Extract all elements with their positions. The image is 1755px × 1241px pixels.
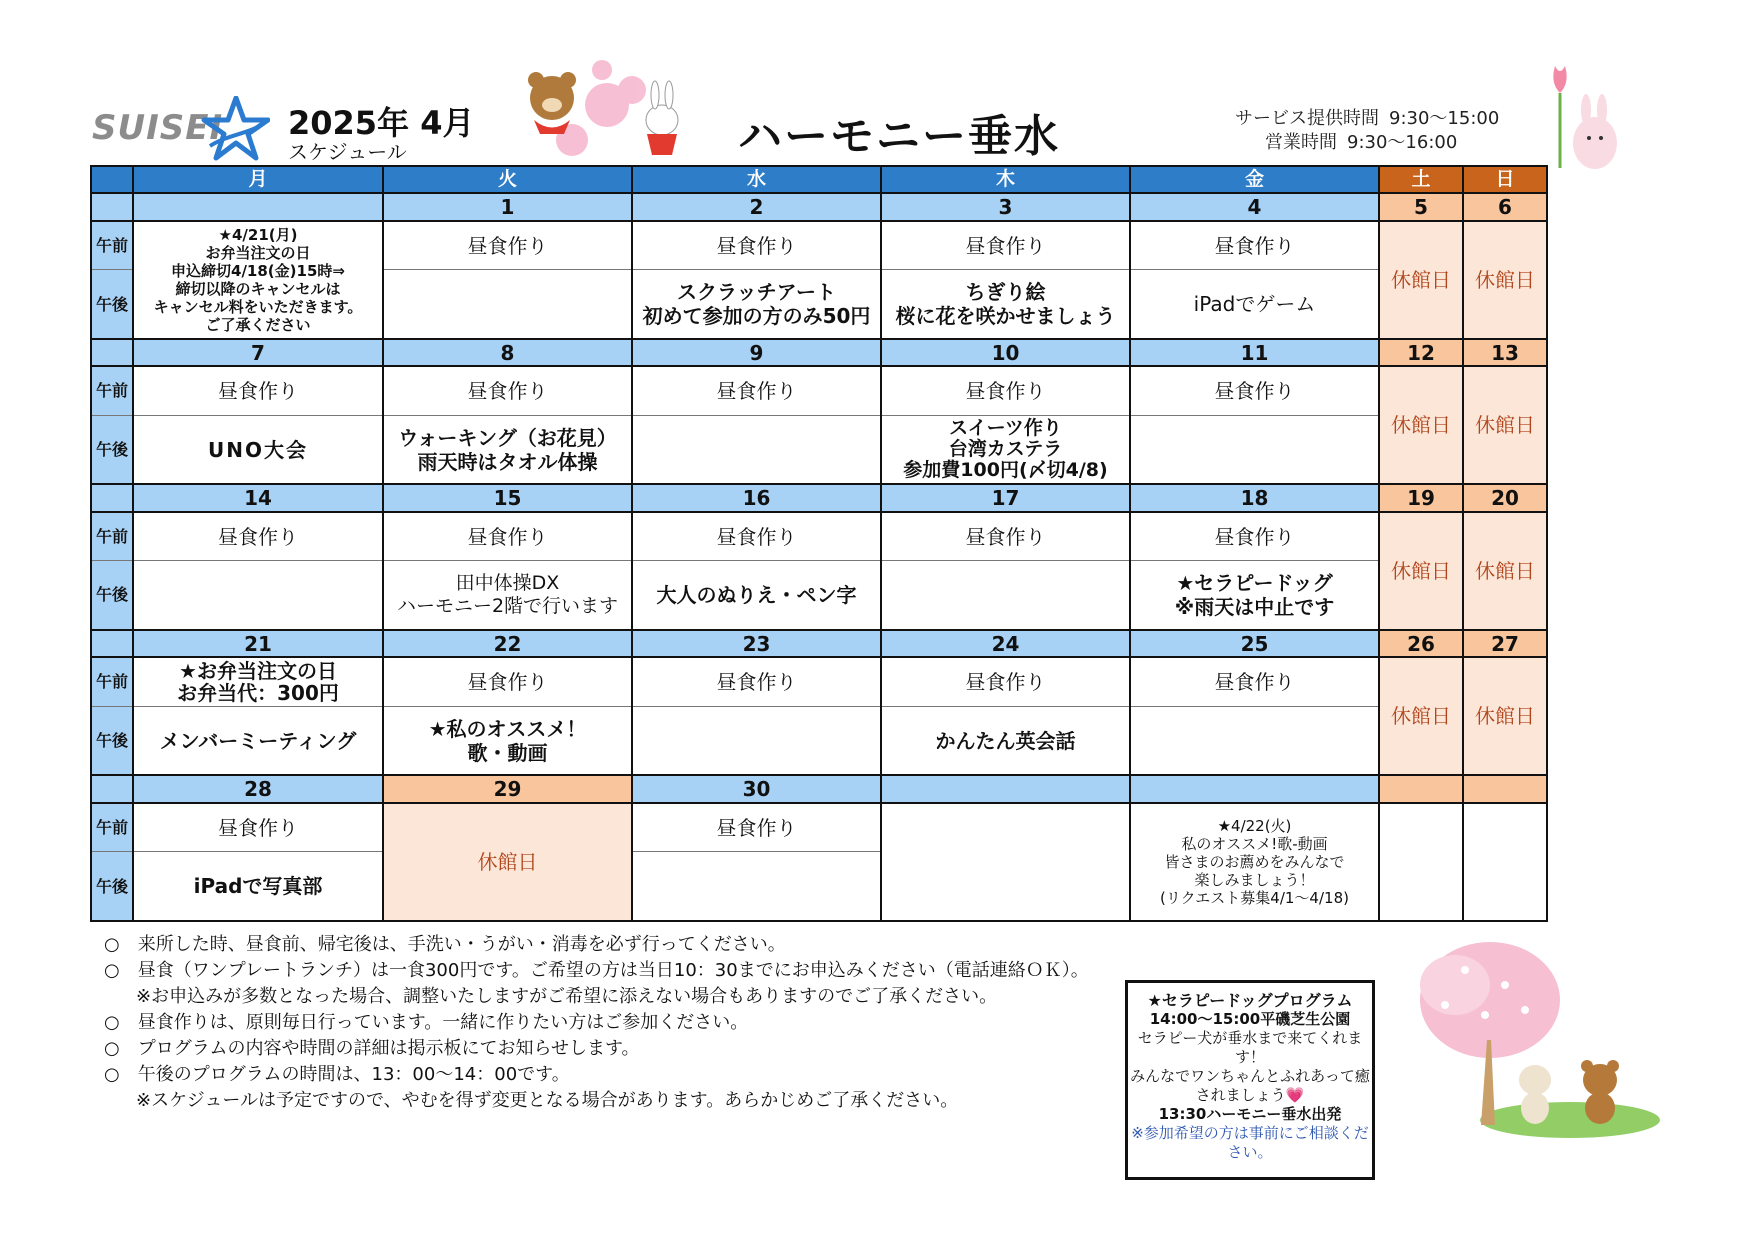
empty-cell — [881, 803, 1130, 921]
recommend-notice: ★4/22(火) 私のオススメ!歌-動画 皆さまのお薦めをみんなで 楽しみましょう！ (リクエスト募集4/1～4/18) — [1160, 816, 1349, 907]
activity-cell: 昼食作り — [632, 512, 881, 561]
sakura-tree-dogs-icon — [1395, 930, 1665, 1140]
pm-label: 午後 — [91, 706, 133, 775]
activity-cell: 大人のぬりえ・ペン字 — [632, 561, 881, 630]
activity-cell: ちぎり絵 桜に花を咲かせましょう — [881, 270, 1130, 339]
date-cell: 20 — [1463, 484, 1547, 511]
date-cell: 23 — [632, 630, 881, 657]
activity-cell — [383, 270, 632, 339]
date-cell: 2 — [632, 193, 881, 220]
activity-cell — [632, 415, 881, 484]
activity-cell: 昼食作り — [133, 366, 383, 415]
am-row — [91, 221, 1547, 270]
pm-label: 午後 — [91, 270, 133, 339]
date-cell: 9 — [632, 339, 881, 366]
activity-cell: 昼食作り — [632, 657, 881, 706]
pm-row — [91, 706, 1547, 775]
activity-cell: 昼食作り — [632, 366, 881, 415]
date-cell: 8 — [383, 339, 632, 366]
business-hours — [1265, 128, 1457, 154]
closed-cell: 休館日 — [1379, 657, 1463, 775]
closed-cell: 休館日 — [1379, 221, 1463, 339]
date-cell: 1 — [383, 193, 632, 220]
weekday-thu: 木 — [881, 166, 1130, 193]
date-row — [91, 775, 1547, 802]
date-cell: 27 — [1463, 630, 1547, 657]
date-cell: 5 — [1379, 193, 1463, 220]
activity-cell: ウォーキング（お花見） 雨天時はタオル体操 — [383, 415, 632, 484]
weekday-sat: 土 — [1379, 166, 1463, 193]
note-item: ※お申込みが多数となった場合、調整いたしますがご希望に添えない場合もありますのでご了承ください。 — [136, 986, 998, 1007]
date-cell: 14 — [133, 484, 383, 511]
business-hours-value: 9:30～16:00 — [1347, 132, 1458, 153]
date-cell: 22 — [383, 630, 632, 657]
activity-cell: 昼食作り — [383, 221, 632, 270]
date-cell: 29 — [383, 775, 632, 802]
weekday-header-row — [91, 166, 1547, 193]
pm-row — [91, 415, 1547, 484]
activity-cell: ★お弁当注文の日 お弁当代：300円 — [133, 657, 383, 706]
therapy-note: ※参加希望の方は事前にご相談ください。 — [1131, 1124, 1369, 1161]
activity-cell: かんたん英会話 — [881, 706, 1130, 775]
closed-cell: 休館日 — [383, 803, 632, 921]
empty-cell — [1379, 803, 1463, 921]
date-cell — [1463, 775, 1547, 802]
pm-label: 午後 — [91, 415, 133, 484]
tulip-rabbit-icon — [1540, 58, 1630, 188]
activity-cell: 昼食作り — [1130, 366, 1379, 415]
closed-cell: 休館日 — [1379, 366, 1463, 484]
activity-cell — [632, 852, 881, 921]
date-cell: 18 — [1130, 484, 1379, 511]
am-label: 午前 — [91, 366, 133, 415]
activity-cell — [881, 561, 1130, 630]
date-cell — [133, 193, 383, 220]
weekday-tue: 火 — [383, 166, 632, 193]
note-item: ○ 午後のプログラムの時間は、13：00～14：00です。 — [104, 1064, 570, 1085]
activity-cell: ★セラピードッグ ※雨天は中止です — [1130, 561, 1379, 630]
activity-cell: 昼食作り — [881, 366, 1130, 415]
date-cell: 3 — [881, 193, 1130, 220]
note-item: ○ 来所した時、昼食前、帰宅後は、手洗い・うがい・消毒を必ず行ってください。 — [104, 934, 786, 955]
facility-name: ハーモニー垂水 — [738, 111, 1060, 162]
am-label: 午前 — [91, 512, 133, 561]
am-row — [91, 657, 1547, 706]
service-hours-label: サービス提供時間 — [1235, 108, 1379, 129]
closed-cell: 休館日 — [1463, 512, 1547, 630]
pm-label: 午後 — [91, 561, 133, 630]
activity-cell: UNO大会 — [133, 415, 383, 484]
date-cell: 15 — [383, 484, 632, 511]
activity-cell: ★私のオススメ！ 歌・動画 — [383, 706, 632, 775]
fri-note-cell — [1130, 803, 1379, 921]
activity-cell: 昼食作り — [881, 657, 1130, 706]
activity-cell: iPadでゲーム — [1130, 270, 1379, 339]
weekday-wed: 水 — [632, 166, 881, 193]
note-item: ※スケジュールは予定ですので、やむを得ず変更となる場合があります。あらかじめご了承ください。 — [136, 1090, 959, 1111]
month-title: 2025年 4月 — [288, 104, 475, 142]
date-cell: 25 — [1130, 630, 1379, 657]
activity-cell: 田中体操DX ハーモニー2階で行います — [383, 561, 632, 630]
activity-cell: iPadで写真部 — [133, 852, 383, 921]
star-logo-icon — [200, 96, 270, 162]
bear-rabbit-sakura-icon — [512, 50, 702, 170]
closed-cell: 休館日 — [1463, 657, 1547, 775]
service-hours-value: 9:30～15:00 — [1389, 108, 1500, 129]
date-cell: 6 — [1463, 193, 1547, 220]
am-row — [91, 803, 1547, 852]
therapy-line1: セラピー犬が垂水まで来てくれます！ — [1137, 1029, 1363, 1066]
date-cell: 16 — [632, 484, 881, 511]
activity-cell: 昼食作り — [383, 657, 632, 706]
am-label: 午前 — [91, 803, 133, 852]
activity-cell: 昼食作り — [881, 512, 1130, 561]
activity-cell: 昼食作り — [632, 803, 881, 852]
activity-cell: 昼食作り — [1130, 512, 1379, 561]
mon-note-cell — [133, 221, 383, 339]
am-row — [91, 366, 1547, 415]
corner-cell — [91, 166, 133, 193]
note-item: ○ プログラムの内容や時間の詳細は掲示板にてお知らせします。 — [104, 1038, 640, 1059]
therapy-title: ★セラピードッグプログラム — [1147, 991, 1353, 1010]
activity-cell: メンバーミーティング — [133, 706, 383, 775]
therapy-line2: みんなでワンちゃんとふれあって癒されましょう💗 — [1130, 1067, 1370, 1104]
activity-cell — [133, 561, 383, 630]
activity-cell: 昼食作り — [383, 366, 632, 415]
pm-label: 午後 — [91, 852, 133, 921]
activity-cell: 昼食作り — [1130, 221, 1379, 270]
date-cell: 7 — [133, 339, 383, 366]
activity-cell: スクラッチアート 初めて参加の方のみ50円 — [632, 270, 881, 339]
date-cell: 24 — [881, 630, 1130, 657]
schedule-label: スケジュール — [288, 140, 407, 164]
weekday-sun: 日 — [1463, 166, 1547, 193]
notes-list — [104, 932, 1089, 1114]
date-cell: 21 — [133, 630, 383, 657]
date-row — [91, 193, 1547, 220]
am-label: 午前 — [91, 221, 133, 270]
weekday-mon: 月 — [133, 166, 383, 193]
activity-cell — [632, 706, 881, 775]
date-cell — [881, 775, 1130, 802]
empty-cell — [1463, 803, 1547, 921]
closed-cell: 休館日 — [1379, 512, 1463, 630]
date-cell: 17 — [881, 484, 1130, 511]
therapy-time-place: 14:00～15:00平磯芝生公園 — [1149, 1010, 1351, 1028]
activity-cell: 昼食作り — [133, 512, 383, 561]
activity-cell: 昼食作り — [383, 512, 632, 561]
pm-row — [91, 561, 1547, 630]
date-cell: 13 — [1463, 339, 1547, 366]
date-cell — [1130, 775, 1379, 802]
mon-note-text — [134, 226, 382, 334]
note-item: ○ 昼食作りは、原則毎日行っています。一緒に作りたい方はご参加ください。 — [104, 1012, 749, 1033]
date-row — [91, 484, 1547, 511]
activity-cell: 昼食作り — [133, 803, 383, 852]
activity-cell — [1130, 415, 1379, 484]
therapy-depart: 13:30ハーモニー垂水出発 — [1158, 1105, 1342, 1123]
activity-cell: スイーツ作り 台湾カステラ 参加費100円(〆切4/8) — [881, 415, 1130, 484]
logo-text: SUISEI — [92, 108, 224, 148]
date-cell: 4 — [1130, 193, 1379, 220]
date-cell: 12 — [1379, 339, 1463, 366]
date-cell: 28 — [133, 775, 383, 802]
date-cell: 19 — [1379, 484, 1463, 511]
service-hours — [1235, 104, 1499, 130]
weekday-fri: 金 — [1130, 166, 1379, 193]
note-item: ○ 昼食（ワンプレートランチ）は一食300円です。ご希望の方は当日10：30までにお申込みください（電話連絡ＯＫ）。 — [104, 960, 1089, 981]
closed-cell: 休館日 — [1463, 221, 1547, 339]
activity-cell — [1130, 706, 1379, 775]
activity-cell: 昼食作り — [1130, 657, 1379, 706]
date-row — [91, 630, 1547, 657]
date-cell: 10 — [881, 339, 1130, 366]
date-cell — [1379, 775, 1463, 802]
activity-cell: 昼食作り — [881, 221, 1130, 270]
date-cell: 11 — [1130, 339, 1379, 366]
am-row — [91, 512, 1547, 561]
schedule-calendar — [90, 165, 1548, 922]
am-label: 午前 — [91, 657, 133, 706]
therapy-dog-box — [1125, 980, 1375, 1180]
date-cell: 26 — [1379, 630, 1463, 657]
date-row — [91, 339, 1547, 366]
date-cell: 30 — [632, 775, 881, 802]
activity-cell: 昼食作り — [632, 221, 881, 270]
bento-notice: ★4/21(月) お弁当注文の日 申込締切4/18(金)15時⇒ 締切以降のキャンセルは キャンセル料をいただきます。 ご了承ください — [153, 225, 363, 334]
closed-cell: 休館日 — [1463, 366, 1547, 484]
business-hours-label: 営業時間 — [1265, 132, 1337, 153]
